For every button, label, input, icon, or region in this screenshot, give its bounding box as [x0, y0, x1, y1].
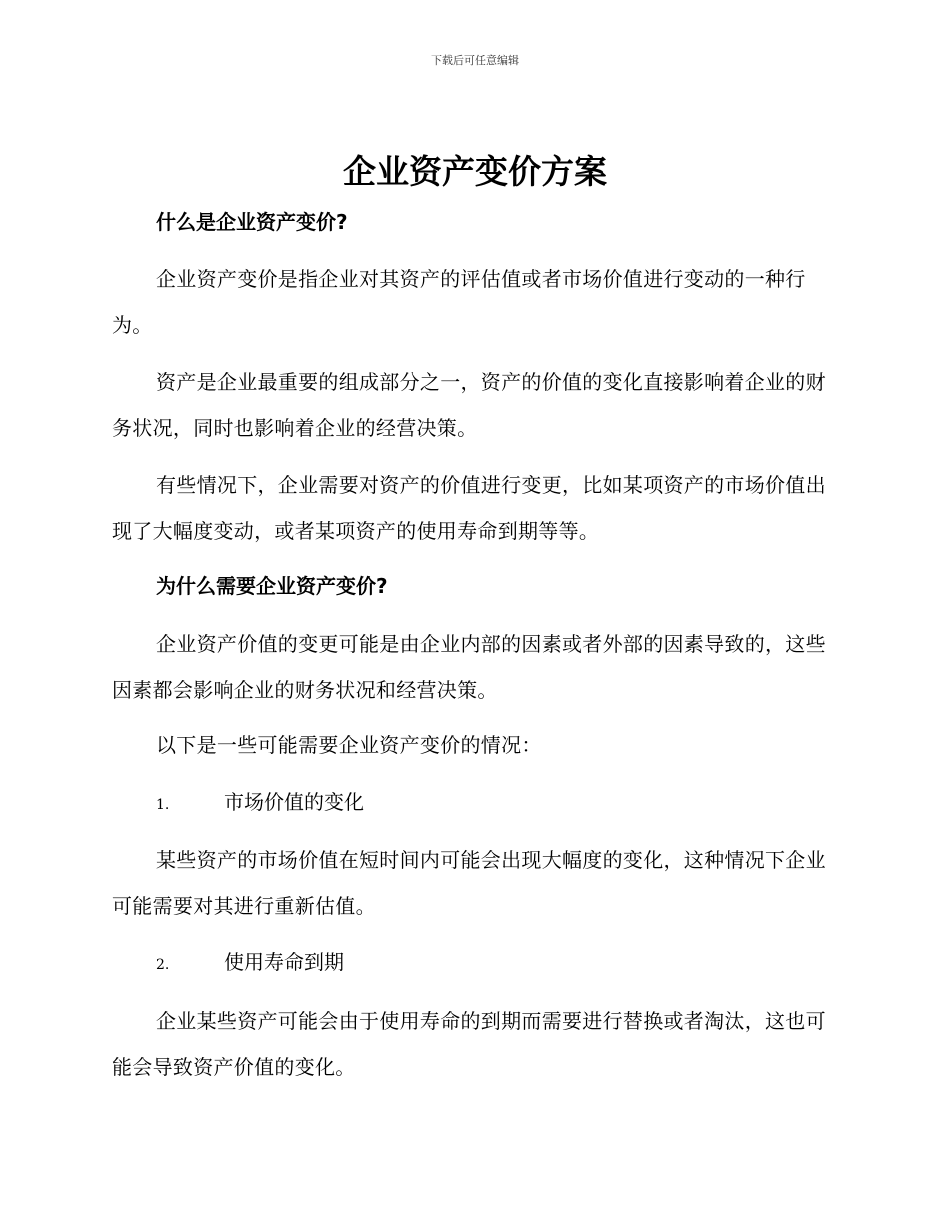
paragraph: 资产是企业最重要的组成部分之一，资产的价值的变化直接影响着企业的财务状况，同时也影响着企业的经营决策。 [112, 370, 826, 440]
paragraph: 有些情况下，企业需要对资产的价值进行变更，比如某项资产的市场价值出现了大幅度变动，或者某项资产的使用寿命到期等等。 [112, 473, 826, 543]
list-item [156, 948, 344, 979]
section-heading: 什么是企业资产变价? [156, 210, 348, 234]
paragraph: 企业资产变价是指企业对其资产的评估值或者市场价值进行变动的一种行为。 [112, 267, 806, 337]
list-label: 市场价值的变化 [224, 790, 364, 814]
list-number: 2. [156, 957, 170, 973]
paragraph: 某些资产的市场价值在短时间内可能会出现大幅度的变化，这种情况下企业可能需要对其进行重新估值。 [112, 848, 826, 918]
paragraph: 企业某些资产可能会由于使用寿命的到期而需要进行替换或者淘汰，这也可能会导致资产价值的变化。 [112, 1009, 826, 1079]
paragraph: 企业资产价值的变更可能是由企业内部的因素或者外部的因素导致的，这些因素都会影响企业的财务状况和经营决策。 [112, 632, 826, 702]
list-number: 1. [156, 797, 170, 813]
header-note: 下载后可任意编辑 [431, 54, 519, 67]
list-label: 使用寿命到期 [224, 950, 344, 974]
paragraph: 以下是一些可能需要企业资产变价的情况： [156, 733, 542, 757]
section-heading: 为什么需要企业资产变价? [156, 574, 388, 598]
document-title: 企业资产变价方案 [343, 152, 607, 191]
list-item [156, 788, 364, 819]
